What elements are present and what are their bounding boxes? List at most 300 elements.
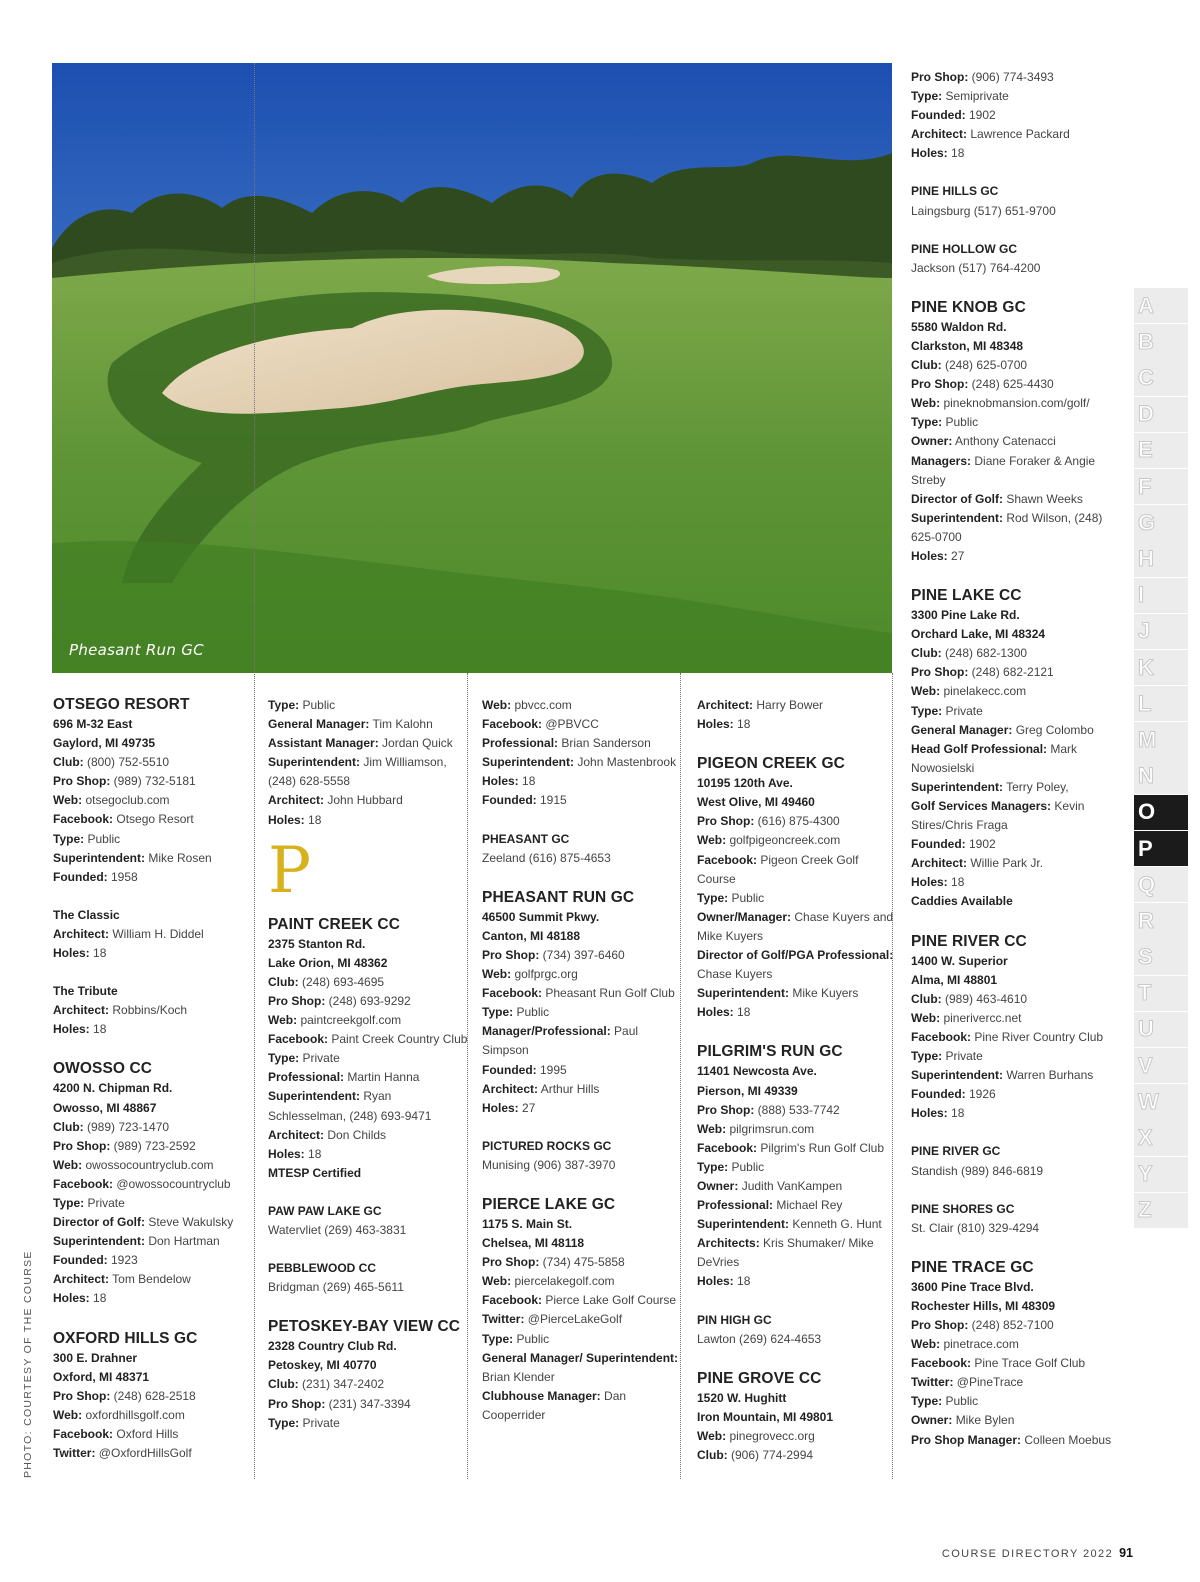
- detail-label: Superintendent:: [911, 510, 1003, 525]
- detail-value: Oxford Hills: [116, 1426, 179, 1441]
- course-detail-row: [697, 715, 897, 734]
- course-detail-row: [911, 394, 1126, 413]
- course-detail-row: [911, 547, 1126, 566]
- course-address-line: 1520 W. Hughitt: [697, 1390, 787, 1405]
- detail-label: Owner:: [697, 1178, 739, 1193]
- course-detail-row: [268, 734, 468, 753]
- course-detail-row: [697, 1215, 897, 1234]
- course-detail-row: [911, 1066, 1126, 1085]
- course-detail-row: [53, 1289, 253, 1308]
- detail-value: 18: [951, 1106, 965, 1121]
- course-name: PINE TRACE GC: [911, 1258, 1034, 1276]
- course-entry: [53, 982, 253, 1039]
- course-detail-row: [697, 1272, 897, 1291]
- course-detail-row: [911, 452, 1126, 490]
- course-entry: [911, 931, 1126, 1124]
- detail-label: Holes:: [911, 1106, 948, 1121]
- detail-label: Facebook:: [911, 1356, 972, 1371]
- course-entry: [482, 830, 682, 868]
- course-entry: [482, 1137, 682, 1175]
- detail-value: (888) 533-7742: [757, 1102, 840, 1117]
- detail-label: Facebook:: [697, 852, 758, 867]
- detail-value: (248) 693-4695: [302, 974, 385, 989]
- detail-value: Tom Bendelow: [112, 1272, 191, 1287]
- detail-label: Type:: [268, 698, 300, 712]
- detail-value: Private: [302, 1415, 340, 1430]
- course-name: PAINT CREEK CC: [268, 915, 401, 933]
- detail-value: golfpigeoncreek.com: [729, 833, 841, 848]
- detail-value: Martin Hanna: [347, 1070, 420, 1085]
- course-entry: [268, 1316, 468, 1432]
- course-address-line: 300 E. Drahner: [53, 1350, 138, 1365]
- detail-value: 1958: [111, 869, 138, 884]
- course-detail-row: [268, 1145, 468, 1164]
- detail-value: Pheasant Run Golf Club: [545, 986, 675, 1001]
- course-detail-row: [53, 1020, 253, 1039]
- detail-label: Web:: [697, 833, 727, 848]
- detail-label: Pro Shop:: [53, 774, 111, 789]
- detail-value: pinelakecc.com: [943, 684, 1027, 699]
- detail-value: Public: [87, 831, 121, 846]
- course-detail-row: [911, 873, 1126, 892]
- detail-label: Club:: [53, 1119, 84, 1134]
- detail-label: Architect:: [911, 856, 968, 871]
- detail-value: John Hubbard: [327, 793, 403, 808]
- golf-course-image: [52, 63, 892, 673]
- alpha-tab-i: I: [1134, 578, 1188, 613]
- course-detail-row: [697, 1120, 897, 1139]
- detail-value: 1995: [540, 1062, 567, 1077]
- course-detail-row: [697, 984, 897, 1003]
- course-detail-row: [53, 1425, 253, 1444]
- detail-label: Architect:: [53, 1003, 110, 1018]
- detail-value: Warren Burhans: [1006, 1068, 1094, 1083]
- course-detail-row: [697, 1158, 897, 1177]
- course-address-line: 4200 N. Chipman Rd.: [53, 1081, 173, 1096]
- detail-value: (248) 625-4430: [971, 377, 1054, 392]
- detail-label: Assistant Manager:: [268, 736, 379, 751]
- detail-value: Judith VanKampen: [741, 1178, 843, 1193]
- detail-label: Web:: [697, 1428, 727, 1443]
- course-detail-row: [911, 1316, 1126, 1335]
- detail-value: Pilgrim's Run Golf Club: [760, 1140, 885, 1155]
- detail-label: Founded:: [911, 1087, 966, 1102]
- alpha-tab-e: E: [1134, 433, 1188, 468]
- detail-label: Facebook:: [911, 1029, 972, 1044]
- course-detail-row: [53, 1232, 253, 1251]
- course-subname: The Classic: [53, 907, 120, 922]
- course-name: OXFORD HILLS GC: [53, 1329, 198, 1347]
- detail-label: Type:: [482, 1331, 514, 1346]
- course-location-value: Watervliet (269) 463-3831: [268, 1222, 407, 1237]
- detail-label: Founded:: [911, 837, 966, 852]
- detail-label: Pro Shop:: [53, 1138, 111, 1153]
- detail-value: Jim Williamson, (248) 628-5558: [268, 755, 447, 789]
- directory-column-2: [268, 696, 468, 1452]
- detail-value: otsegoclub.com: [85, 793, 170, 808]
- course-detail-row: [911, 892, 1126, 911]
- course-detail-row: [697, 831, 897, 850]
- course-detail-row: [911, 144, 1126, 163]
- course-detail-row: [911, 854, 1126, 873]
- detail-value: Public: [516, 1331, 550, 1346]
- course-location-phone: [911, 1219, 1126, 1238]
- course-name: PINE RIVER CC: [911, 932, 1027, 950]
- detail-label: Web:: [482, 967, 512, 982]
- course-detail-row: [911, 1392, 1126, 1411]
- alpha-tab-y: Y: [1134, 1157, 1188, 1192]
- detail-value: Terry Poley,: [1006, 779, 1069, 794]
- alpha-tab-j: J: [1134, 614, 1188, 649]
- course-location-phone: [268, 1221, 468, 1240]
- detail-label: Pro Shop:: [268, 993, 326, 1008]
- detail-value: Lawrence Packard: [970, 127, 1070, 142]
- course-detail-row: [53, 1001, 253, 1020]
- detail-label: Caddies Available: [911, 894, 1013, 909]
- course-name: PINE LAKE CC: [911, 587, 1022, 605]
- course-detail-row: [482, 1330, 682, 1349]
- course-detail-row: [268, 1414, 468, 1433]
- detail-value: @owossocountryclub: [116, 1176, 231, 1191]
- detail-value: Private: [302, 1051, 340, 1066]
- course-entry: [697, 696, 897, 734]
- course-detail-row: [697, 812, 897, 831]
- course-detail-row: [482, 965, 682, 984]
- detail-value: (734) 397-6460: [542, 947, 625, 962]
- detail-value: Pigeon Creek Golf Course: [697, 852, 859, 886]
- detail-label: Superintendent:: [911, 1068, 1003, 1083]
- alpha-tab-b: B: [1134, 324, 1188, 359]
- alpha-tab-n: N: [1134, 758, 1188, 793]
- course-detail-row: [911, 1047, 1126, 1066]
- alpha-tab-u: U: [1134, 1012, 1188, 1047]
- detail-value: Rod Wilson, (248) 625-0700: [911, 510, 1103, 544]
- detail-label: Web:: [697, 1121, 727, 1136]
- detail-value: Greg Colombo: [1015, 722, 1094, 737]
- detail-label: Holes:: [268, 812, 305, 827]
- detail-label: Founded:: [53, 1253, 108, 1268]
- detail-value: 18: [737, 1005, 751, 1020]
- detail-label: Owner:: [911, 434, 953, 449]
- detail-value: Otsego Resort: [116, 812, 194, 827]
- detail-value: pilgrimsrun.com: [729, 1121, 815, 1136]
- course-name: PINE KNOB GC: [911, 298, 1026, 316]
- course-subname: The Tribute: [53, 984, 118, 999]
- course-detail-row: [911, 740, 1126, 778]
- detail-label: Twitter:: [482, 1312, 525, 1327]
- course-address-line: 10195 120th Ave.: [697, 776, 793, 791]
- course-location-phone: [697, 1330, 897, 1349]
- detail-label: Pro Shop:: [53, 1388, 111, 1403]
- course-address-line: Lake Orion, MI 48362: [268, 955, 388, 970]
- course-detail-row: [482, 1291, 682, 1310]
- detail-label: Type:: [911, 415, 943, 430]
- detail-value: Public: [516, 1005, 550, 1020]
- course-entry: [53, 906, 253, 963]
- course-address-line: Orchard Lake, MI 48324: [911, 627, 1046, 642]
- detail-value: Steve Wakulsky: [148, 1215, 234, 1230]
- course-detail-row: [53, 925, 253, 944]
- detail-label: Architect:: [911, 127, 968, 142]
- detail-label: Holes:: [911, 146, 948, 161]
- detail-value: Public: [731, 890, 765, 905]
- course-detail-row: [911, 797, 1126, 835]
- detail-label: Facebook:: [268, 1032, 329, 1047]
- detail-label: Professional:: [697, 1198, 774, 1213]
- detail-value: Kevin Stires/Chris Fraga: [911, 799, 1085, 833]
- detail-label: Type:: [911, 703, 943, 718]
- detail-label: Superintendent:: [268, 1089, 360, 1104]
- course-detail-row: [268, 715, 468, 734]
- course-entry: [911, 1200, 1126, 1238]
- detail-label: Founded:: [482, 793, 537, 808]
- detail-label: Architect:: [268, 793, 325, 808]
- detail-label: Superintendent:: [911, 779, 1003, 794]
- course-detail-row: [482, 715, 682, 734]
- detail-label: Holes:: [697, 717, 734, 732]
- detail-value: Colleen Moebus: [1024, 1432, 1112, 1447]
- course-detail-row: [482, 1310, 682, 1329]
- course-detail-row: [482, 1003, 682, 1022]
- detail-label: Holes:: [482, 1100, 519, 1115]
- course-detail-row: [268, 1049, 468, 1068]
- course-detail-row: [53, 1387, 253, 1406]
- course-detail-row: [911, 1354, 1126, 1373]
- course-detail-row: [697, 1234, 897, 1272]
- course-entry: [53, 1058, 253, 1308]
- course-detail-row: [268, 1164, 468, 1183]
- course-location-phone: [482, 1156, 682, 1175]
- course-detail-row: [697, 946, 897, 984]
- detail-label: Architect:: [53, 926, 110, 941]
- detail-label: Director of Golf:: [911, 491, 1003, 506]
- detail-label: Club:: [911, 991, 942, 1006]
- page-footer: [942, 1546, 1133, 1560]
- detail-value: Paint Creek Country Club: [331, 1032, 468, 1047]
- course-address-line: 2375 Stanton Rd.: [268, 936, 366, 951]
- course-detail-row: [268, 992, 468, 1011]
- course-detail-row: [911, 663, 1126, 682]
- course-location-value: Zeeland (616) 875-4653: [482, 850, 611, 865]
- column-divider: [254, 63, 255, 1479]
- detail-label: Web:: [53, 793, 83, 808]
- detail-value: Mark Nowosielski: [911, 741, 1078, 775]
- detail-value: (989) 463-4610: [945, 991, 1028, 1006]
- course-address-line: Clarkston, MI 48348: [911, 338, 1024, 353]
- detail-label: Founded:: [482, 1062, 537, 1077]
- detail-value: pineknobmansion.com/golf/: [943, 396, 1090, 411]
- detail-value: Pierce Lake Golf Course: [545, 1293, 677, 1308]
- detail-value: 18: [308, 1146, 322, 1161]
- course-detail-row: [911, 375, 1126, 394]
- detail-label: Club:: [911, 646, 942, 661]
- alphabet-index-tabs: [1134, 288, 1188, 1229]
- detail-value: Chase Kuyers and Mike Kuyers: [697, 909, 894, 943]
- detail-value: (248) 852-7100: [971, 1317, 1054, 1332]
- detail-value: golfprgc.org: [514, 967, 578, 982]
- directory-column-5: [911, 68, 1126, 1469]
- course-detail-row: [53, 1194, 253, 1213]
- course-detail-row: [53, 772, 253, 791]
- detail-label: Club:: [268, 1377, 299, 1392]
- course-name: PINE GROVE CC: [697, 1369, 822, 1387]
- course-name: PETOSKEY-BAY VIEW CC: [268, 1318, 461, 1336]
- detail-value: Semiprivate: [945, 89, 1009, 104]
- course-detail-row: [53, 1251, 253, 1270]
- course-entry: [53, 694, 253, 887]
- course-location-value: Munising (906) 387-3970: [482, 1157, 616, 1172]
- detail-label: Architects:: [697, 1236, 760, 1251]
- detail-label: Type:: [268, 1415, 300, 1430]
- detail-label: Director of Golf:: [53, 1215, 145, 1230]
- course-subname: PICTURED ROCKS GC: [482, 1138, 612, 1153]
- course-detail-row: [911, 1009, 1126, 1028]
- detail-label: Type:: [268, 1051, 300, 1066]
- detail-label: Architect:: [53, 1272, 110, 1287]
- course-address-line: Gaylord, MI 49735: [53, 736, 156, 751]
- alpha-tab-d: D: [1134, 397, 1188, 432]
- detail-label: Club:: [53, 755, 84, 770]
- detail-label: Professional:: [482, 736, 559, 751]
- course-detail-row: [911, 644, 1126, 663]
- alpha-tab-s: S: [1134, 939, 1188, 974]
- course-location-phone: [911, 1162, 1126, 1181]
- course-detail-row: [911, 1335, 1126, 1354]
- alpha-tab-f: F: [1134, 469, 1188, 504]
- course-entry: [268, 1202, 468, 1240]
- alpha-tab-v: V: [1134, 1048, 1188, 1083]
- photo-credit: PHOTO: COURTESY OF THE COURSE: [22, 1250, 34, 1478]
- detail-value: Public: [945, 415, 979, 430]
- course-detail-row: [482, 1022, 682, 1060]
- detail-label: Architect:: [268, 1127, 325, 1142]
- course-location-value: St. Clair (810) 329-4294: [911, 1220, 1040, 1235]
- detail-label: Pro Shop:: [911, 70, 969, 84]
- course-address-line: 696 M-32 East: [53, 717, 133, 731]
- course-entry: [911, 1142, 1126, 1180]
- page-number: 91: [1119, 1546, 1133, 1560]
- course-subname: PINE RIVER GC: [911, 1144, 1001, 1159]
- detail-value: Ryan Schlesselman, (248) 693-9471: [268, 1089, 432, 1123]
- detail-value: 18: [737, 1274, 751, 1289]
- course-entry: [482, 1194, 682, 1425]
- detail-value: Jordan Quick: [382, 736, 453, 751]
- detail-label: Clubhouse Manager:: [482, 1388, 601, 1403]
- course-detail-row: [911, 835, 1126, 854]
- directory-column-3: [482, 696, 682, 1444]
- detail-value: (231) 347-2402: [302, 1377, 385, 1392]
- detail-label: Web:: [53, 1407, 83, 1422]
- detail-value: 18: [951, 875, 965, 890]
- detail-label: MTESP Certified: [268, 1165, 362, 1180]
- detail-value: 18: [951, 146, 965, 161]
- course-detail-row: [53, 868, 253, 887]
- detail-label: Owner:: [911, 1413, 953, 1428]
- alpha-tab-z: Z: [1134, 1193, 1188, 1228]
- detail-value: pinerivercc.net: [943, 1010, 1022, 1025]
- course-address-line: 46500 Summit Pkwy.: [482, 909, 600, 924]
- detail-value: @PineTrace: [956, 1375, 1024, 1390]
- detail-label: Holes:: [697, 1274, 734, 1289]
- course-detail-row: [482, 1387, 682, 1425]
- detail-label: Web:: [911, 1010, 941, 1025]
- detail-value: Mike Bylen: [955, 1413, 1015, 1428]
- course-detail-row: [911, 1411, 1126, 1430]
- detail-value: Kenneth G. Hunt: [792, 1217, 882, 1232]
- course-detail-row: [53, 1444, 253, 1463]
- course-subname: PAW PAW LAKE GC: [268, 1203, 382, 1218]
- course-detail-row: [911, 682, 1126, 701]
- course-location-phone: [482, 849, 682, 868]
- detail-label: Holes:: [697, 1005, 734, 1020]
- alpha-tab-x: X: [1134, 1120, 1188, 1155]
- detail-value: Anthony Catenacci: [955, 434, 1056, 449]
- detail-label: Web:: [482, 1274, 512, 1289]
- detail-value: Michael Rey: [776, 1198, 843, 1213]
- course-detail-row: [697, 889, 897, 908]
- course-entry: [53, 1328, 253, 1464]
- detail-label: Facebook:: [53, 1176, 114, 1191]
- detail-label: Facebook:: [697, 1140, 758, 1155]
- detail-label: Holes:: [53, 1022, 90, 1037]
- course-entry: [911, 182, 1126, 220]
- course-detail-row: [482, 791, 682, 810]
- photo-caption: Pheasant Run GC: [69, 641, 204, 659]
- detail-label: Type:: [911, 1394, 943, 1409]
- detail-value: 27: [951, 548, 965, 563]
- course-location-phone: [268, 1278, 468, 1297]
- detail-value: 18: [308, 812, 322, 827]
- detail-label: Pro Shop:: [697, 814, 755, 829]
- course-address-line: Owosso, MI 48867: [53, 1100, 157, 1115]
- detail-value: (989) 723-2592: [113, 1138, 196, 1153]
- alpha-tab-r: R: [1134, 903, 1188, 938]
- course-detail-row: [53, 830, 253, 849]
- detail-label: Professional:: [268, 1070, 345, 1085]
- detail-value: Brian Sanderson: [561, 736, 651, 751]
- course-detail-row: [482, 1253, 682, 1272]
- course-detail-row: [697, 696, 897, 715]
- detail-label: Facebook:: [482, 1293, 543, 1308]
- course-detail-row: [911, 1431, 1126, 1450]
- course-detail-row: [697, 1101, 897, 1120]
- detail-label: Holes:: [53, 1291, 90, 1306]
- course-entry: [482, 887, 682, 1118]
- course-location-value: Bridgman (269) 465-5611: [268, 1280, 404, 1295]
- detail-label: Superintendent:: [482, 755, 574, 770]
- course-subname: PINE HILLS GC: [911, 184, 999, 199]
- detail-value: (248) 693-9292: [328, 993, 411, 1008]
- detail-label: Pro Shop:: [911, 665, 969, 680]
- detail-label: Facebook:: [482, 986, 543, 1001]
- course-subname: PHEASANT GC: [482, 831, 570, 846]
- directory-column-4: [697, 696, 897, 1484]
- course-entry: [911, 68, 1126, 163]
- detail-value: (989) 732-5181: [113, 774, 196, 789]
- detail-value: (734) 475-5858: [542, 1255, 625, 1270]
- detail-label: Type:: [697, 890, 729, 905]
- detail-value: Private: [945, 703, 983, 718]
- course-detail-row: [53, 944, 253, 963]
- detail-label: Managers:: [911, 453, 972, 468]
- alpha-tab-w: W: [1134, 1084, 1188, 1119]
- course-name: PIGEON CREEK GC: [697, 755, 845, 773]
- course-detail-row: [268, 1068, 468, 1087]
- alpha-tab-p: P: [1134, 831, 1188, 866]
- detail-label: Type:: [53, 1195, 85, 1210]
- course-address-line: 2328 Country Club Rd.: [268, 1339, 397, 1354]
- course-detail-row: [482, 1099, 682, 1118]
